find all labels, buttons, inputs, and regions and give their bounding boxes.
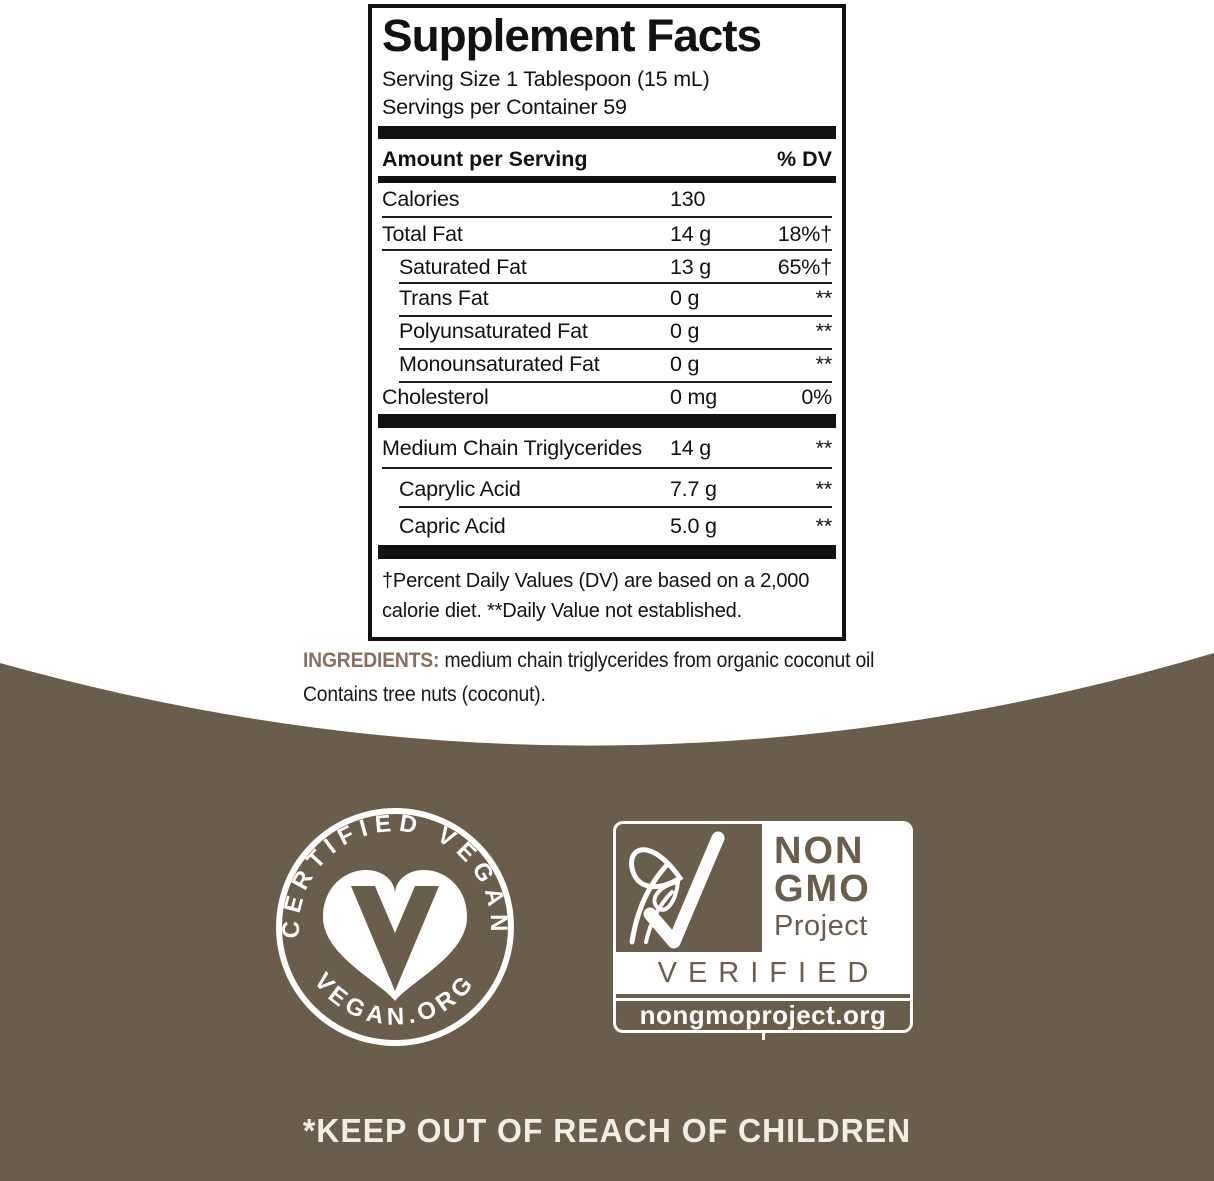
- serving-size: Serving Size 1 Tablespoon (15 mL): [382, 66, 710, 91]
- nongmo-seal-tick: [762, 1031, 765, 1040]
- amount-value: 0 g: [670, 352, 700, 377]
- amount-value: 14 g: [670, 222, 712, 247]
- dv-value: 0%: [801, 385, 832, 410]
- butterfly-check-icon: [616, 824, 762, 952]
- allergen-statement: Contains tree nuts (coconut).: [303, 683, 546, 706]
- supplement-facts-panel: [368, 4, 846, 641]
- ingredients-block: [303, 649, 910, 707]
- dv-value: **: [815, 286, 832, 311]
- dv-header: % DV: [777, 147, 832, 172]
- nutrient-label: Monounsaturated Fat: [399, 352, 600, 377]
- ingredients-text: medium chain triglycerides from organic coconut oil: [439, 649, 875, 672]
- nutrient-label: Total Fat: [382, 222, 463, 247]
- divider-bar-thick: [378, 414, 836, 428]
- amount-value: 0 g: [670, 286, 700, 311]
- nongmo-verified-band: VERIFIED: [616, 952, 910, 994]
- keep-out-warning: *KEEP OUT OF REACH OF CHILDREN: [302, 1112, 912, 1149]
- dv-value: **: [815, 436, 832, 461]
- vegan-arc-bottom-text: VEGAN.ORG: [308, 967, 482, 1031]
- amount-header-row: [382, 142, 832, 176]
- nutrient-row-cholesterol: [382, 381, 832, 414]
- vegan-arc-top-text: CERTIFIED VEGAN: [277, 809, 513, 939]
- amount-value: 5.0 g: [670, 514, 717, 539]
- nutrient-row-monounsaturated-fat: [382, 348, 832, 381]
- nutrient-row-calories: [382, 183, 832, 216]
- nutrient-label: Cholesterol: [382, 385, 489, 410]
- dv-footnote: †Percent Daily Values (DV) are based on a 2,000 calorie diet. **Daily Value not established.: [382, 570, 810, 623]
- nutrient-label: Caprylic Acid: [399, 477, 521, 502]
- nongmo-word-non: NON: [774, 830, 865, 873]
- nutrient-row-saturated-fat: [382, 249, 832, 282]
- nongmo-wordmark-box: [762, 824, 910, 952]
- nutrient-label: Trans Fat: [399, 286, 489, 311]
- nutrient-label: Capric Acid: [399, 514, 506, 539]
- nutrient-label: Saturated Fat: [399, 255, 527, 280]
- nutrient-label: Medium Chain Triglycerides: [382, 436, 643, 461]
- divider-bar-thick: [378, 545, 836, 559]
- certified-vegan-seal: [270, 802, 520, 1052]
- nutrient-label: Calories: [382, 187, 460, 212]
- dv-value: 18%†: [777, 222, 832, 247]
- ingredients-heading: INGREDIENTS:: [303, 649, 440, 672]
- panel-title: Supplement Facts: [382, 10, 762, 61]
- nongmo-url-band: nongmoproject.org: [616, 998, 910, 1030]
- amount-value: 14 g: [670, 436, 712, 461]
- amount-value: 0 g: [670, 319, 700, 344]
- nutrient-row-polyunsaturated-fat: [382, 315, 832, 348]
- dv-value: **: [815, 477, 832, 502]
- nongmo-word-gmo: GMO: [774, 867, 871, 910]
- divider-bar-thick: [378, 126, 836, 139]
- dv-value: **: [815, 514, 832, 539]
- amount-value: 0 mg: [670, 385, 717, 410]
- amount-value: 7.7 g: [670, 477, 717, 502]
- amount-value: 13 g: [670, 255, 712, 280]
- amount-value: 130: [670, 187, 706, 212]
- nutrient-row-mct: [382, 428, 832, 467]
- nutrient-row-total-fat: [382, 216, 832, 249]
- servings-per-container: Servings per Container 59: [382, 94, 627, 119]
- amount-per-serving-header: Amount per Serving: [382, 147, 588, 172]
- dv-value: 65%†: [777, 255, 832, 280]
- dv-value: **: [815, 319, 832, 344]
- nongmo-word-project: Project: [774, 909, 868, 942]
- nongmo-project-seal: [613, 821, 913, 1033]
- nutrient-label: Polyunsaturated Fat: [399, 319, 588, 344]
- nutrient-rows: [382, 183, 832, 414]
- nutrient-row-caprylic-acid: [382, 467, 832, 506]
- dv-value: **: [815, 352, 832, 377]
- ingredients-line: [303, 649, 910, 673]
- divider-bar-thin: [378, 176, 836, 183]
- nutrient-row-trans-fat: [382, 282, 832, 315]
- nutrient-row-capric-acid: [382, 506, 832, 545]
- mct-rows: [382, 428, 832, 545]
- brown-curve-shape: [0, 653, 1214, 1181]
